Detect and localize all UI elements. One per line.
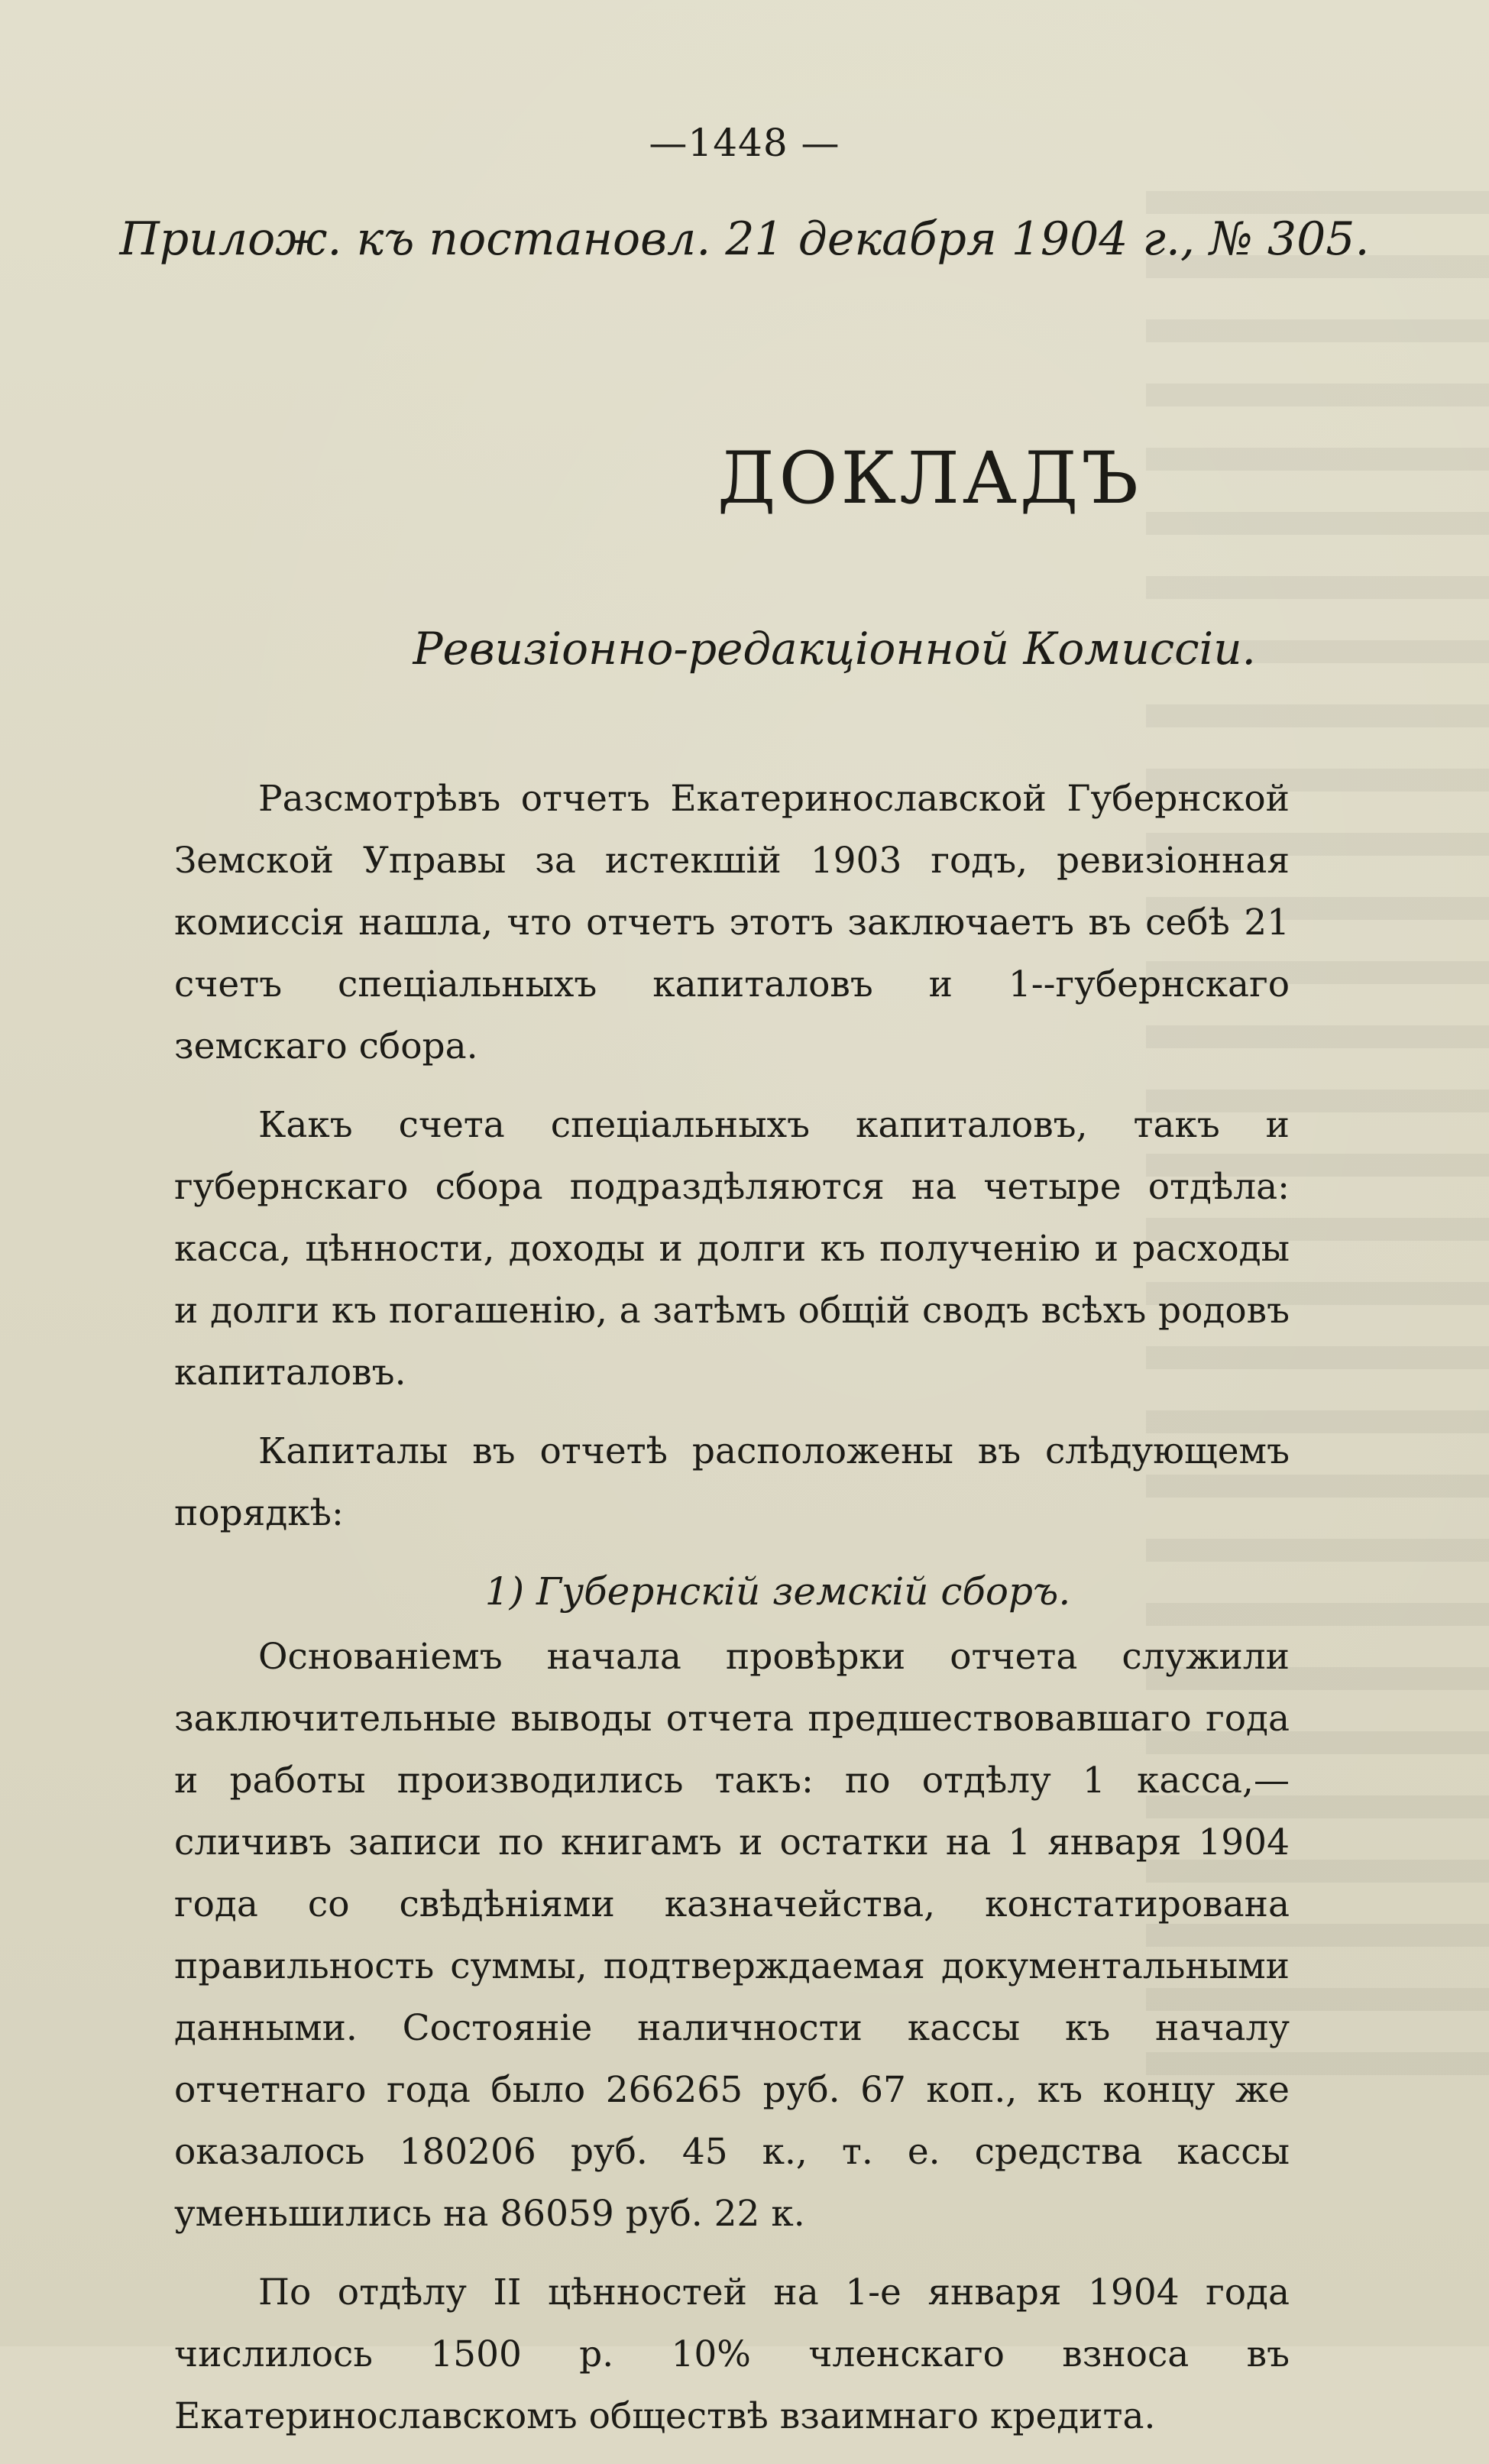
paragraph: Основаніемъ начала провѣрки отчета служили заключительные выводы отчета предшествовавшаго года и работы производились такъ: по отдѣлу 1 касса,—сличивъ записи по книгамъ и остатки на 1 января 1904 года со свѣдѣніями казначейства, констатирована правильность суммы, подтверждаемая документальными данными. Состояніе наличности кассы къ началу отчетнаго года было 266265 руб. 67 коп., къ концу же оказалось 180206 руб. 45 к., т. е. средства кассы уменьшились на 86059 руб. 22 к. [174,1636,1290,2235]
body-text [174,768,1290,2464]
section-heading: 1) Губернскій земскій сборъ. [484,1569,1071,1614]
paragraph: Какъ счета спеціальныхъ капиталовъ, такъ и губернскаго сбора подраздѣляются на четыре отдѣла: касса, цѣнности, доходы и долги къ полученію и расходы и долги къ погашенію, а затѣмъ общій сводъ всѣхъ родовъ капиталовъ. [174,1104,1290,1394]
page-number: —1448 — [649,121,840,165]
paragraph: Капиталы въ отчетѣ расположены въ слѣдующемъ порядкѣ: [174,1430,1290,1534]
appendix-note: Прилож. къ постановл. 21 декабря 1904 г., № 305. [119,212,1370,266]
paragraph: Разсмотрѣвъ отчетъ Екатеринославской Губернской Земской Управы за истекшій 1903 годъ, ревизіонная комиссія нашла, что отчетъ этотъ заключаетъ въ себѣ 21 счетъ спеціальныхъ капиталовъ и 1--губернскаго земскаго сбора. [174,778,1290,1067]
report-subtitle: Ревизіонно-редакціонной Комиссіи. [413,623,1256,675]
report-title: ДОКЛАДЪ [717,437,1141,520]
paragraph: По отдѣлу II цѣнностей на 1-е января 1904 года числилось 1500 р. 10% членскаго взноса въ Екатеринославскомъ обществѣ взаимнаго кредита. [174,2271,1290,2437]
